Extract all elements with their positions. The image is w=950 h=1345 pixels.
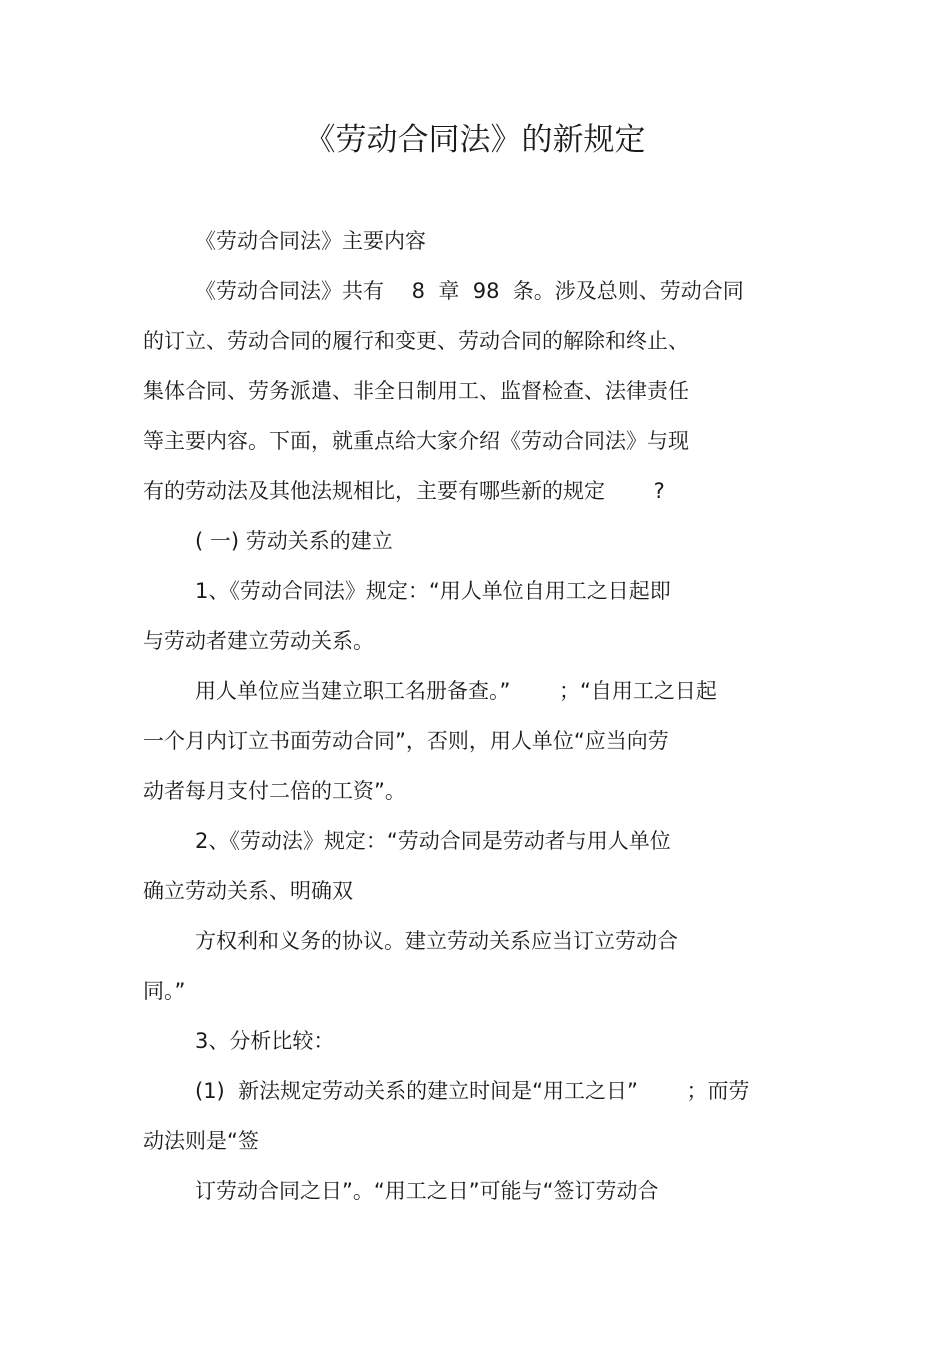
- paragraph-line: 一个月内订立书面劳动合同”，否则，用人单位“应当向劳: [143, 729, 669, 753]
- paragraph-line: 2、《劳动法》规定：“劳动合同是劳动者与用人单位: [195, 829, 671, 853]
- paragraph-line: 《劳动合同法》共有 8 章 98 条。涉及总则、劳动合同: [195, 279, 744, 303]
- paragraph-line: 集体合同、劳务派遣、非全日制用工、监督检查、法律责任: [143, 379, 689, 403]
- paragraph-line: 方权利和义务的协议。建立劳动关系应当订立劳动合: [195, 929, 678, 953]
- paragraph-line: 订劳动合同之日”。“用工之日”可能与“签订劳动合: [195, 1179, 659, 1203]
- paragraph-line: 有的劳动法及其他法规相比，主要有哪些新的规定 ?: [143, 479, 665, 503]
- paragraph-line: 《劳动合同法》主要内容: [195, 229, 426, 253]
- paragraph-line: 动者每月支付二倍的工资”。: [143, 779, 406, 803]
- document-title: 《劳动合同法》的新规定: [304, 122, 646, 158]
- paragraph-line: (1) 新法规定劳动关系的建立时间是“用工之日” ；而劳: [195, 1079, 750, 1103]
- section-heading: ( 一) 劳动关系的建立: [195, 529, 393, 553]
- paragraph-line: 用人单位应当建立职工名册备查。” ；“自用工之日起: [195, 679, 717, 703]
- paragraph-line: 1、《劳动合同法》规定：“用人单位自用工之日起即: [195, 579, 671, 603]
- paragraph-line: 确立劳动关系、明确双: [143, 879, 353, 903]
- paragraph-line: 与劳动者建立劳动关系。: [143, 629, 374, 653]
- paragraph-line: 同。”: [143, 979, 186, 1003]
- section-heading: 3、分析比较：: [195, 1029, 335, 1053]
- paragraph-line: 的订立、劳动合同的履行和变更、劳动合同的解除和终止、: [143, 329, 689, 353]
- paragraph-line: 动法则是“签: [143, 1129, 259, 1153]
- paragraph-line: 等主要内容。下面，就重点给大家介绍《劳动合同法》与现: [143, 429, 689, 453]
